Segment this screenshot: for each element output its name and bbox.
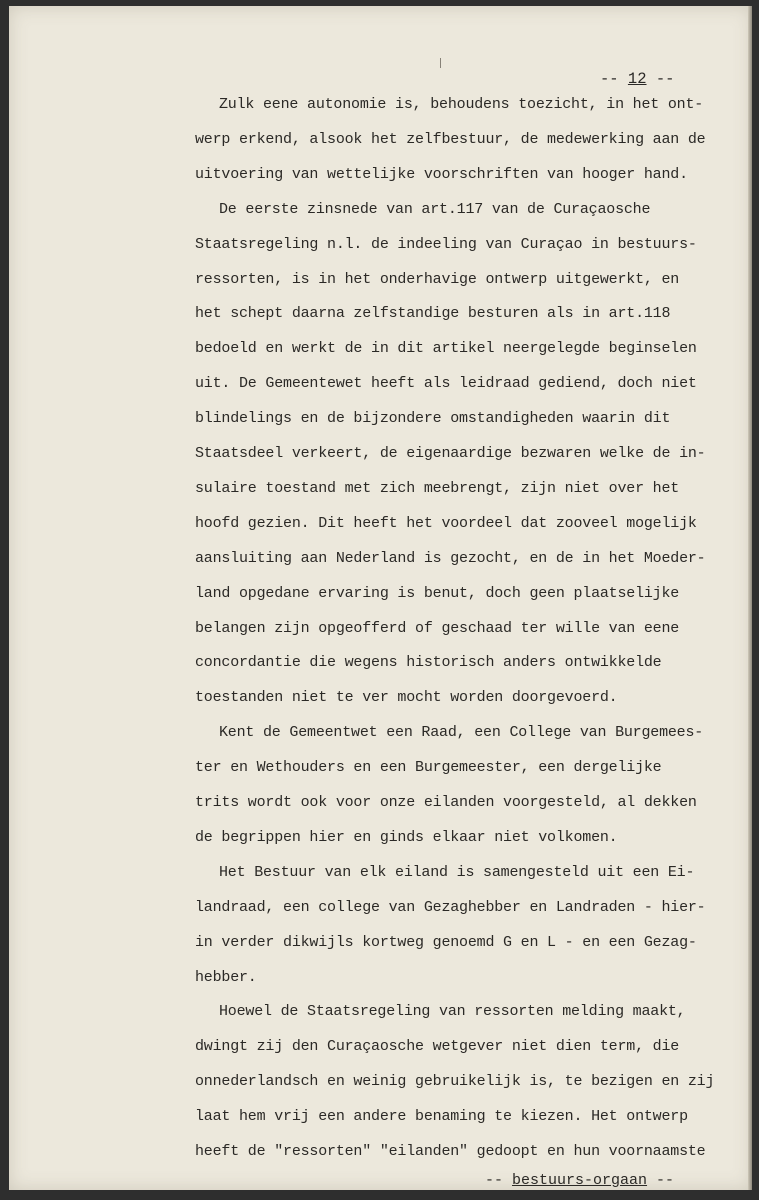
page-number-value: 12 <box>627 70 647 88</box>
text-line: bedoeld en werkt de in dit artikel neergelegde beginselen <box>195 340 697 358</box>
text-line: Het Bestuur van elk eiland is samengesteld uit een Ei- <box>219 863 695 881</box>
text-line: het schept daarna zelfstandige besturen als in art.118 <box>195 305 671 323</box>
text-line: hoofd gezien. Dit heeft het voordeel dat zooveel mogelijk <box>195 514 697 532</box>
catchword-text: bestuurs-orgaan <box>512 1171 648 1189</box>
body-text <box>9 6 752 1190</box>
text-line: onnederlandsch en weinig gebruikelijk is, te bezigen en zij <box>195 1073 715 1091</box>
text-line: concordantie die wegens historisch anders ontwikkelde <box>195 654 662 672</box>
text-line: Kent de Gemeentwet een Raad, een College van Burgemees- <box>219 724 704 742</box>
text-line: hebber. <box>195 968 257 986</box>
text-line: belangen zijn opgeofferd of geschaad ter wille van eene <box>195 619 680 637</box>
text-line: dwingt zij den Curaçaosche wetgever niet dien term, die <box>195 1038 680 1056</box>
text-line: Staatsregeling n.l. de indeeling van Curaçao in bestuurs- <box>195 235 697 253</box>
text-line: uit. De Gemeentewet heeft als leidraad gediend, doch niet <box>195 375 697 393</box>
text-line: heeft de "ressorten" "eilanden" gedoopt en hun voornaamste <box>195 1143 706 1160</box>
typewritten-page <box>9 6 752 1190</box>
catchword: -- bestuurs-orgaan -- <box>485 1171 675 1189</box>
text-line: Staatsdeel verkeert, de eigenaardige bezwaren welke de in- <box>195 445 706 462</box>
text-line: ressorten, is in het onderhavige ontwerp uitgewerkt, en <box>195 270 680 288</box>
text-line: in verder dikwijls kortweg genoemd G en L - en een Gezag- <box>195 933 697 951</box>
text-line: toestanden niet te ver mocht worden doorgevoerd. <box>195 689 618 707</box>
text-line: aansluiting aan Nederland is gezocht, en de in het Moeder- <box>195 549 706 567</box>
text-line: land opgedane ervaring is benut, doch geen plaatselijke <box>195 584 680 602</box>
text-line: Zulk eene autonomie is, behoudens toezicht, in het ont- <box>219 96 704 113</box>
text-line: blindelings en de bijzondere omstandigheden waarin dit <box>195 410 671 428</box>
text-line: ter en Wethouders en een Burgemeester, een dergelijke <box>195 759 662 777</box>
text-line: laat hem vrij een andere benaming te kiezen. Het ontwerp <box>195 1108 688 1126</box>
page-number: -- 12 -- <box>600 70 675 88</box>
text-line: landraad, een college van Gezaghebber en Landraden - hier- <box>195 898 706 916</box>
text-line: Hoewel de Staatsregeling van ressorten melding maakt, <box>219 1003 686 1021</box>
text-line: De eerste zinsnede van art.117 van de Curaçaosche <box>219 200 651 218</box>
text-line: trits wordt ook voor onze eilanden voorgesteld, al dekken <box>195 794 697 811</box>
text-line: werp erkend, alsook het zelfbestuur, de medewerking aan de <box>195 130 706 148</box>
text-line: de begrippen hier en ginds elkaar niet volkomen. <box>195 828 618 846</box>
text-line: uitvoering van wettelijke voorschriften van hooger hand. <box>195 165 688 183</box>
text-line: sulaire toestand met zich meebrengt, zijn niet over het <box>195 479 680 497</box>
